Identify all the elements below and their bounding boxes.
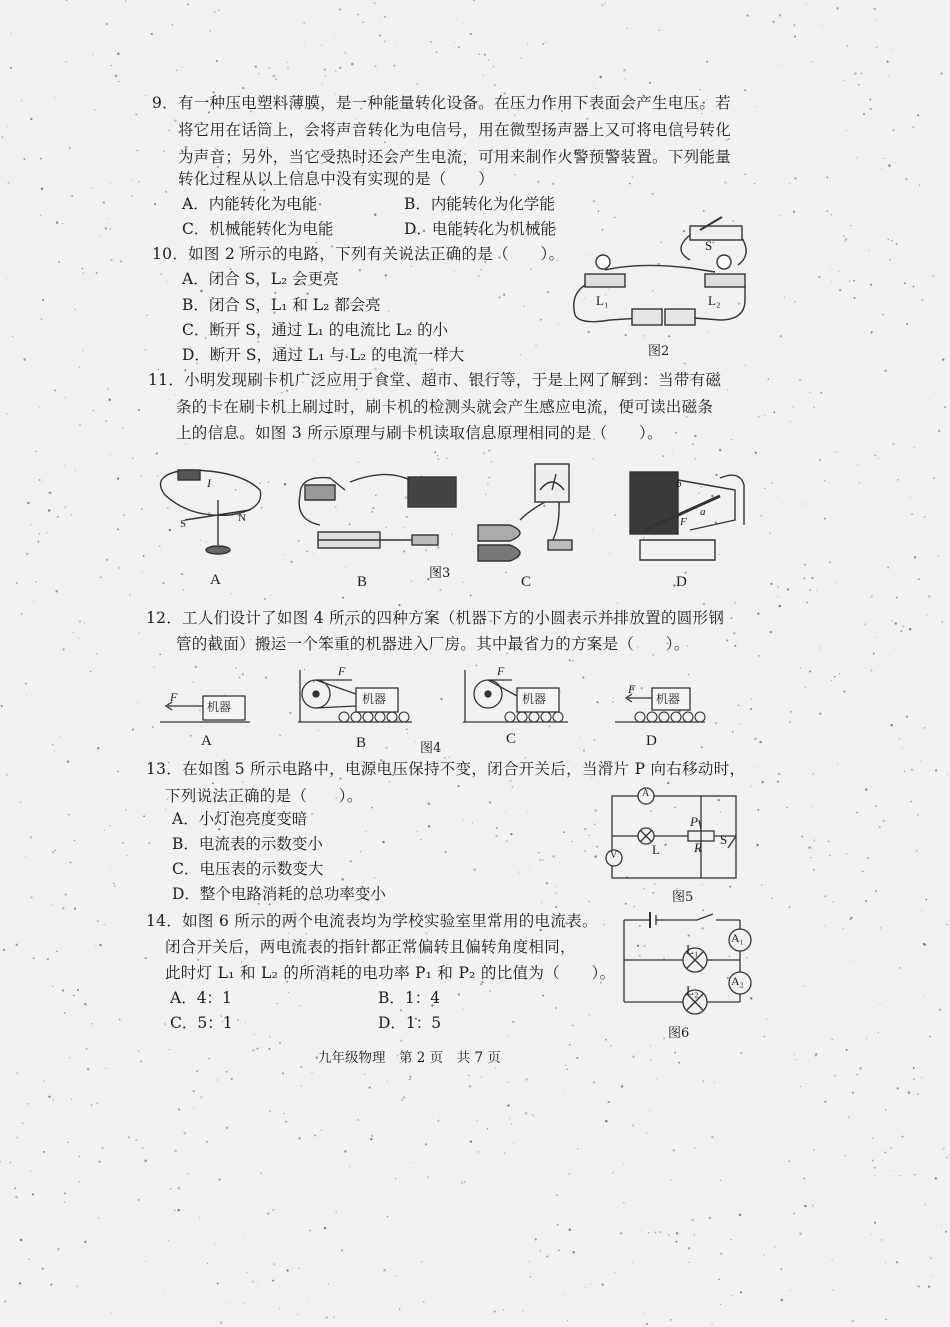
q9-option-d: D．电能转化为机械能: [404, 220, 556, 238]
q13-option-a: A．小灯泡亮度变暗: [172, 810, 308, 828]
fig6-ammeter-a1: A₁: [731, 931, 744, 945]
fig6-ammeter-a2: A₂: [731, 974, 744, 988]
fig6-label-l1: L₁: [686, 942, 699, 957]
q11-line-1: 11．小明发现刷卡机广泛应用于食堂、超市、银行等，于是上网了解到：当带有磁: [148, 371, 722, 389]
fig3-choice-c: C: [521, 574, 532, 590]
fig3-label-b: b: [676, 478, 682, 490]
q9-option-b: B．内能转化为化学能: [404, 195, 555, 213]
fig3-choice-a: A: [210, 572, 221, 588]
fig4-force-c: F: [497, 664, 505, 678]
q10-option-d: D．断开 S，通过 L₁ 与 L₂ 的电流一样大: [182, 346, 465, 364]
fig2-caption: 图2: [648, 344, 670, 359]
fig4-choice-d: D: [646, 733, 657, 749]
fig3-label-s: S: [180, 518, 187, 530]
q9-option-a: A．内能转化为电能: [182, 195, 318, 213]
q13-option-b: B．电流表的示数变小: [172, 835, 323, 853]
fig4-machine-b: 机器: [362, 692, 387, 706]
q12-line-1: 12．工人们设计了如图 4 所示的四种方案（机器下方的小圆表示并排放置的圆形钢: [146, 609, 725, 627]
fig3-label-f: F: [680, 516, 687, 528]
q9-line-2: 将它用在话筒上，会将声音转化为电信号，用在微型扬声器上又可将电信号转化: [178, 121, 732, 139]
q9-option-c: C．机械能转化为电能: [182, 220, 334, 238]
q13-line-1: 13．在如图 5 所示电路中，电源电压保持不变，闭合开关后，当滑片 P 向右移动时，: [146, 760, 746, 778]
fig4-choice-b: B: [356, 735, 367, 751]
fig6-label-l2: L₂: [686, 983, 699, 998]
fig4-machine-a: 机器: [207, 700, 232, 714]
fig4-caption: 图4: [420, 741, 442, 756]
fig5-label-s: S: [720, 832, 728, 847]
q11-line-2: 条的卡在刷卡机上刷过时，刷卡机的检测头就会产生感应电流，便可读出磁条: [176, 398, 714, 416]
fig6-caption: 图6: [668, 1026, 690, 1041]
q10-option-b: B．闭合 S，L₁ 和 L₂ 都会亮: [182, 296, 381, 314]
q10-stem: 10．如图 2 所示的电路，下列有关说法正确的是（ ）。: [152, 245, 565, 263]
fig3-label-n: N: [238, 512, 246, 524]
q14-option-d: D．1：5: [378, 1014, 442, 1032]
q13-option-d: D．整个电路消耗的总功率变小: [172, 885, 386, 903]
q12-line-2: 管的截面）搬运一个笨重的机器进入厂房。其中最省力的方案是（ ）。: [176, 635, 690, 653]
q10-option-a: A．闭合 S，L₂ 会更亮: [182, 270, 339, 288]
q9-line-4: 转化过程从以上信息中没有实现的是（ ）: [178, 170, 495, 188]
q11-line-3: 上的信息。如图 3 所示原理与刷卡机读取信息原理相同的是（ ）。: [176, 424, 663, 442]
q14-line-3: 此时灯 L₁ 和 L₂ 的所消耗的电功率 P₁ 和 P₂ 的比值为（ ）。: [165, 964, 616, 982]
fig5-label-r: R: [694, 840, 702, 855]
fig5-label-l: L: [652, 842, 660, 857]
fig5-voltmeter: V: [610, 850, 618, 861]
fig2-label-l1: L₁: [596, 293, 609, 308]
fig4-force-a: F: [170, 690, 178, 704]
fig4-force-d: F: [628, 682, 636, 696]
fig2-label-l2: L₂: [708, 293, 721, 308]
fig3-label-a: a: [700, 506, 706, 518]
q14-option-c: C．5：1: [170, 1014, 233, 1032]
q10-option-c: C．断开 S，通过 L₁ 的电流比 L₂ 的小: [182, 321, 449, 339]
q9-line-1: 9．有一种压电塑料薄膜，是一种能量转化设备。在压力作用下表面会产生电压。若: [152, 94, 731, 112]
fig3-choice-b: B: [357, 574, 368, 590]
fig4-machine-c: 机器: [522, 692, 547, 706]
fig4-choice-c: C: [506, 731, 517, 747]
q14-line-1: 14．如图 6 所示的两个电流表均为学校实验室里常用的电流表。: [146, 912, 598, 930]
fig5-ammeter: A: [642, 788, 650, 799]
fig4-force-b: F: [338, 664, 346, 678]
fig3-label-current: I: [207, 476, 211, 490]
fig3-choice-d: D: [676, 574, 687, 590]
fig2-label-s: S: [705, 238, 713, 253]
q14-option-b: B．1：4: [378, 989, 441, 1007]
q14-line-2: 闭合开关后，两电流表的指针都正常偏转且偏转角度相同，: [165, 938, 576, 956]
fig5-caption: 图5: [672, 890, 694, 905]
page-footer: 九年级物理 第 2 页 共 7 页: [318, 1050, 501, 1066]
fig4-choice-a: A: [201, 733, 212, 749]
q14-option-a: A．4：1: [170, 989, 232, 1007]
fig4-machine-d: 机器: [656, 692, 681, 706]
q9-line-3: 为声音；另外，当它受热时还会产生电流，可用来制作火警预警装置。下列能量: [178, 148, 732, 166]
fig3-caption: 图3: [429, 566, 451, 581]
fig5-label-p: P: [690, 814, 698, 829]
q13-option-c: C．电压表的示数变大: [172, 860, 324, 878]
q13-line-2: 下列说法正确的是（ ）。: [165, 787, 363, 805]
